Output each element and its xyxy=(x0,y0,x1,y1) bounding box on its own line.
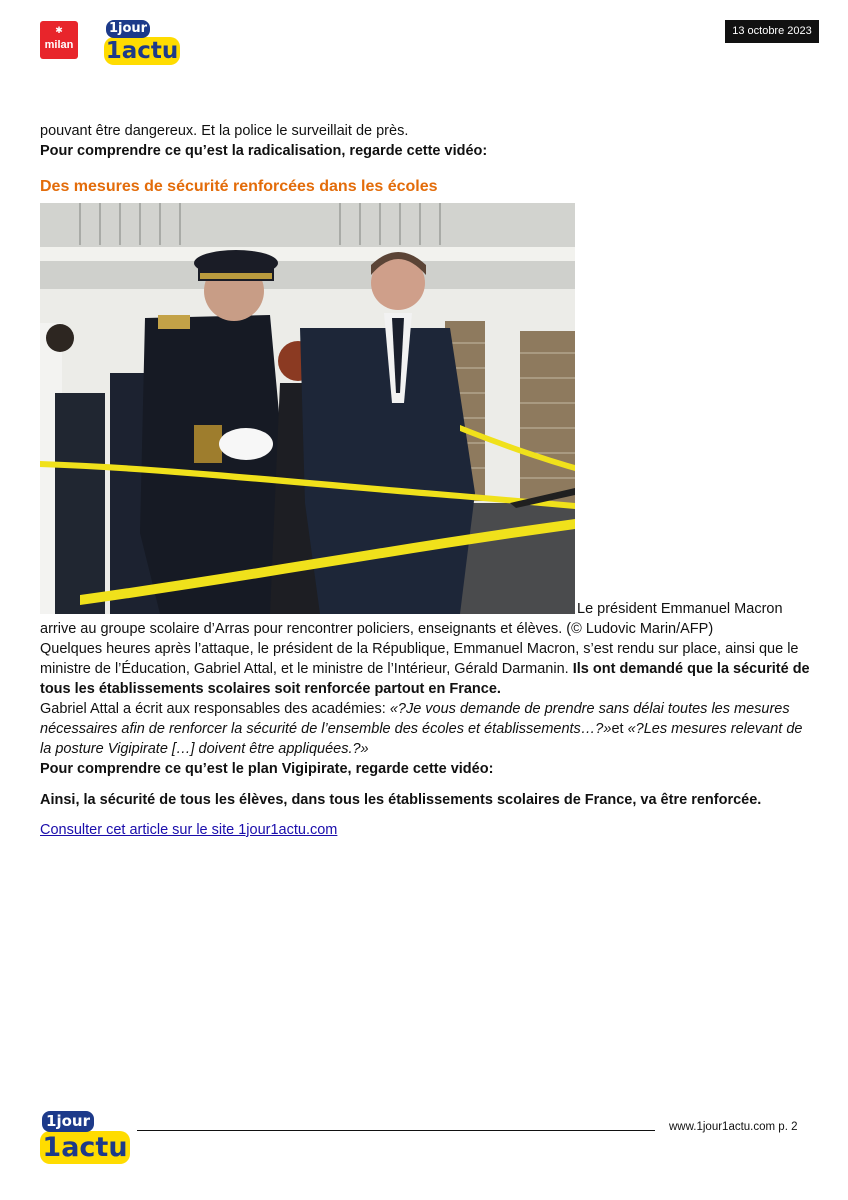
main-paragraph-emphasis: Ils ont demandé que la sécurité de tous les établissements scolaires soit renforcée partout en France. xyxy=(40,661,810,697)
photo-illustration xyxy=(40,203,575,614)
article-link-line xyxy=(40,820,815,840)
article-photo xyxy=(40,203,575,614)
footer-logo-top-text: 1jour xyxy=(42,1111,94,1132)
quote-joiner: et xyxy=(611,721,628,737)
milan-logo xyxy=(40,21,78,59)
quote-two: «?Les mesures relevant de la posture Vigipirate […] doivent être appliquées.?» xyxy=(40,721,803,757)
quote-paragraph xyxy=(40,699,815,759)
intro-line: pouvant être dangereux. Et la police le surveillait de près. xyxy=(40,123,409,139)
video-line-vigipirate: Pour comprendre ce qu’est le plan Vigipirate, regarde cette vidéo: xyxy=(40,761,494,777)
source-article-link[interactable]: Consulter cet article sur le site 1jour1actu.com xyxy=(40,822,338,838)
quote-one: «?Je vous demande de prendre sans délai toutes les mesures nécessaires afin de renforcer la sécurité de l’ensemble des écoles et établissements…?» xyxy=(40,701,790,737)
footer-divider xyxy=(137,1130,655,1131)
logo-top-text: 1jour xyxy=(106,20,150,38)
main-paragraph xyxy=(40,639,815,699)
footer-logo-bottom-text: 1actu xyxy=(40,1131,130,1164)
logo-bottom-text: 1actu xyxy=(105,38,179,64)
conclusion: Ainsi, la sécurité de tous les élèves, dans tous les établissements scolaires de France, va être renforcée. xyxy=(40,792,762,808)
date-badge: 13 octobre 2023 xyxy=(725,20,819,43)
photo-caption-start: Le président Emmanuel Macron xyxy=(577,601,783,617)
section-heading: Des mesures de sécurité renforcées dans les écoles xyxy=(40,178,438,195)
video-line-radicalisation: Pour comprendre ce qu’est la radicalisation, regarde cette vidéo: xyxy=(40,143,488,159)
milan-star-icon: ✱ xyxy=(55,25,63,35)
photo-caption: arrive au groupe scolaire d’Arras pour rencontrer policiers, enseignants et élèves. (© Ludovic Marin/AFP) xyxy=(40,621,714,637)
milan-logo-text: milan xyxy=(44,39,74,51)
quote-intro: Gabriel Attal a écrit aux responsables des académies: xyxy=(40,701,390,717)
1jour1actu-logo-header xyxy=(104,20,182,66)
main-paragraph-text: Quelques heures après l’attaque, le président de la République, Emmanuel Macron, s’est rendu sur place, ainsi que le ministre de l’Éducation, Gabriel Attal, et le ministre de l’Intérieur, Gérald Darmanin. xyxy=(40,641,799,677)
1jour1actu-logo-footer xyxy=(40,1111,132,1165)
footer-site-page: www.1jour1actu.com p. 2 xyxy=(669,1121,798,1133)
